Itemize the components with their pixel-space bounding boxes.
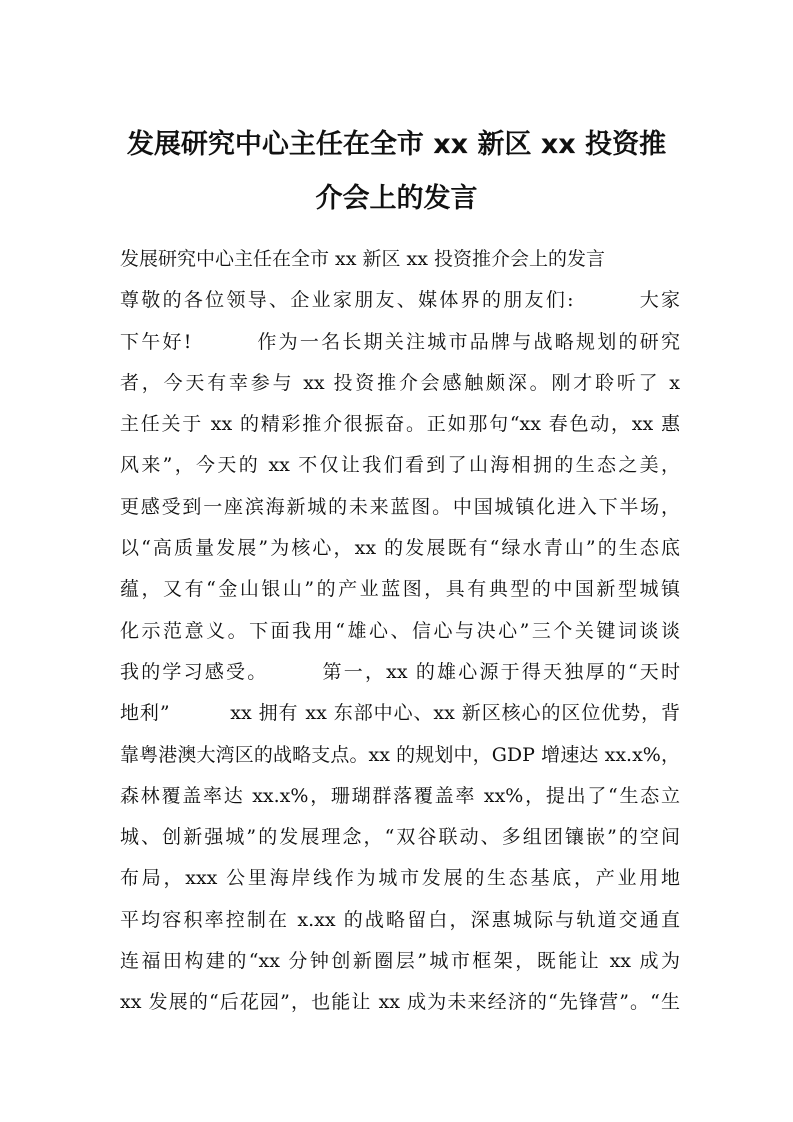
body-line: 森林覆盖率达 xx.x%，珊瑚群落覆盖率 xx%，提出了“生态立 bbox=[120, 784, 680, 807]
body-line: 连福田构建的“xx 分钟创新圈层”城市框架，既能让 xx 成为 bbox=[120, 950, 680, 973]
body-line: 者，今天有幸参与 xx 投资推介会感触颇深。刚才聆听了 x bbox=[120, 371, 680, 394]
document-title bbox=[100, 118, 693, 226]
body-line: 化示范意义。下面我用“雄心、信心与决心”三个关键词谈谈 bbox=[120, 619, 680, 642]
body-line: 布局，xxx 公里海岸线作为城市发展的生态基底，产业用地 bbox=[120, 867, 680, 890]
title-line-2: 介会上的发言 bbox=[315, 183, 478, 214]
body-line: 以“高质量发展”为核心，xx 的发展既有“绿水青山”的生态底 bbox=[120, 537, 680, 560]
body-line: 城、创新强城”的发展理念，“双谷联动、多组团镶嵌”的空间 bbox=[120, 826, 680, 849]
body-line: 下午好! 作为一名长期关注城市品牌与战略规划的研究 bbox=[120, 330, 680, 353]
body-line: 地利” xx 拥有 xx 东部中心、xx 新区核心的区位优势，背 bbox=[120, 702, 680, 725]
body-line: 平均容积率控制在 x.xx 的战略留白，深惠城际与轨道交通直 bbox=[120, 908, 680, 931]
body-line: 靠粤港澳大湾区的战略支点。xx 的规划中，GDP 增速达 xx.x%， bbox=[120, 743, 680, 766]
body-line: 蕴，又有“金山银山”的产业蓝图，具有典型的中国新型城镇 bbox=[120, 578, 680, 601]
body-line: xx 发展的“后花园”，也能让 xx 成为未来经济的“先锋营”。“生 bbox=[120, 991, 680, 1014]
document-body bbox=[120, 239, 680, 1024]
body-line: 风来”，今天的 xx 不仅让我们看到了山海相拥的生态之美， bbox=[120, 454, 680, 477]
body-line: 更感受到一座滨海新城的未来蓝图。中国城镇化进入下半场， bbox=[120, 495, 680, 518]
body-line: 尊敬的各位领导、企业家朋友、媒体界的朋友们: 大家 bbox=[120, 289, 680, 312]
title-line-1: 发展研究中心主任在全市 xx 新区 xx 投资推 bbox=[126, 129, 667, 160]
body-line: 发展研究中心主任在全市 xx 新区 xx 投资推介会上的发言 bbox=[120, 248, 606, 270]
body-line: 我的学习感受。 第一，xx 的雄心源于得天独厚的“天时 bbox=[120, 660, 680, 683]
body-line: 主任关于 xx 的精彩推介很振奋。正如那句“xx 春色动，xx 惠 bbox=[120, 413, 680, 436]
